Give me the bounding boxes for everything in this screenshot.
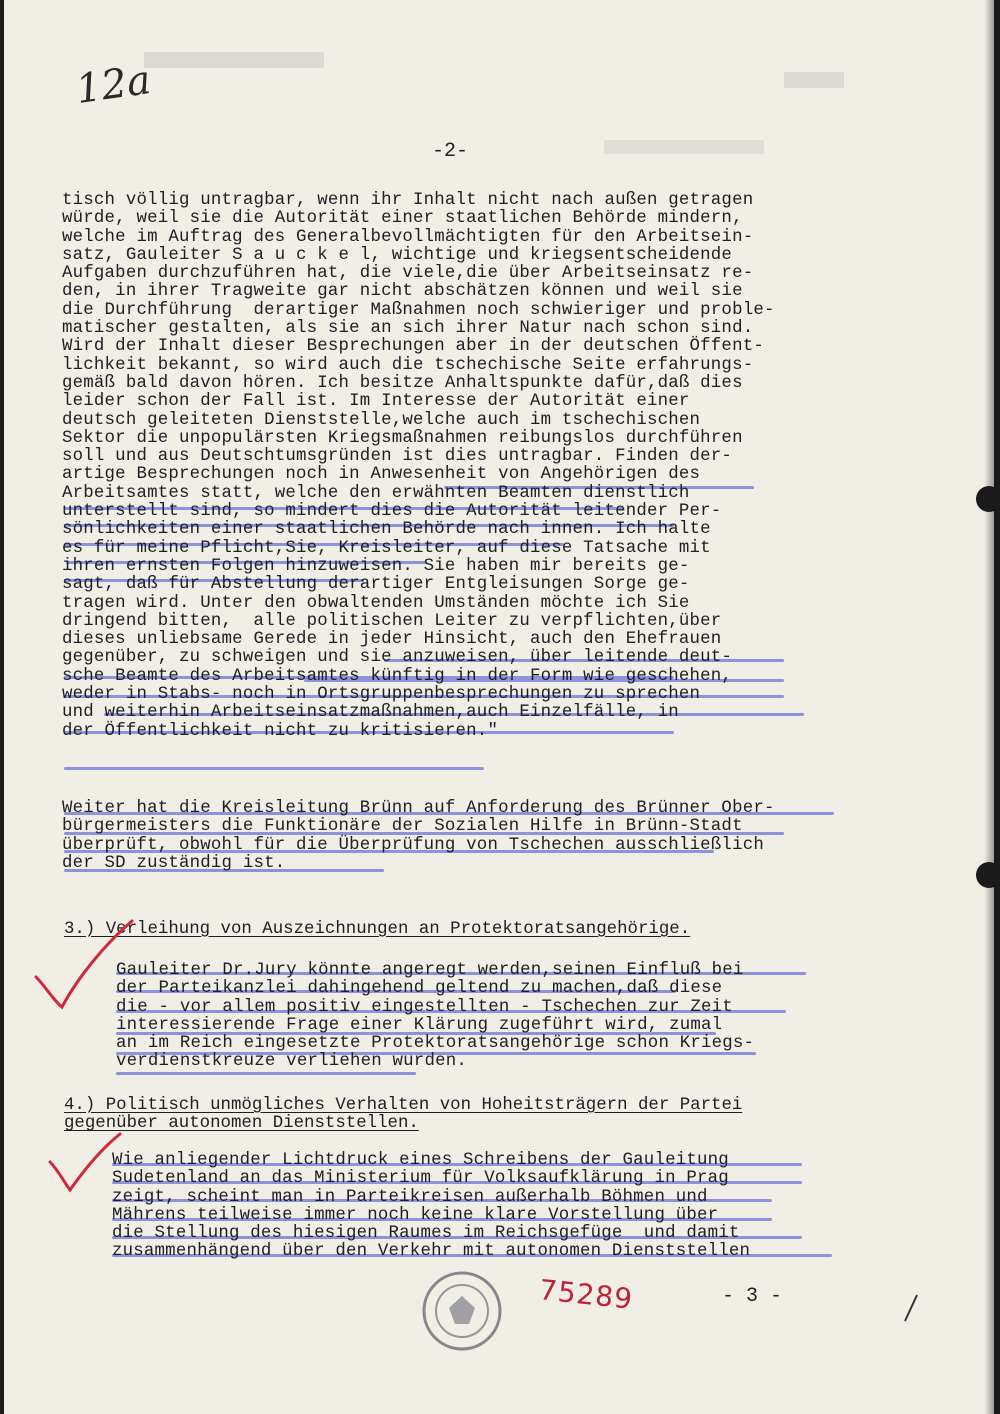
page-edge-shadow xyxy=(984,0,994,1414)
text-line: Aufgaben durchzuführen hat, die viele,die über Arbeitseinsatz re- xyxy=(62,264,754,284)
text-line: satz, Gauleiter S a u c k e l, wichtige und kriegsentscheidende xyxy=(62,245,733,265)
text-line: die Durchführung derartiger Maßnahmen noch schwieriger und proble- xyxy=(62,300,775,320)
text-line: und weiterhin Arbeitseinsatzmaßnahmen,auch Einzelfälle, in xyxy=(62,703,679,723)
text-line: sönlichkeiten einer staatlichen Behörde nach innen. Ich halte xyxy=(62,520,711,540)
text-line: leider schon der Fall ist. Im Interesse der Autorität einer xyxy=(62,392,690,412)
text-line: artige Besprechungen noch in Anwesenheit von Angehörigen des xyxy=(62,465,701,485)
text-line: an im Reich eingesetzte Protektoratsangehörige schon Kriegs- xyxy=(116,1034,755,1054)
text-line: Wird der Inhalt dieser Besprechungen aber in der deutschen Öffent- xyxy=(62,337,764,357)
section-4-heading xyxy=(64,1097,742,1134)
text-line: Sektor die unpopulärsten Kriegsmaßnahmen reibungslos durchführen xyxy=(62,428,743,448)
text-line: der Öffentlichkeit nicht zu kritisieren." xyxy=(62,721,499,741)
text-line: Gauleiter Dr.Jury könnte angeregt werden,seinen Einfluß bei xyxy=(116,961,744,980)
highlight-stroke xyxy=(64,767,484,770)
text-line: überprüft, obwohl für die Überprüfung von Tschechen ausschließlich xyxy=(62,835,764,855)
page-number-bottom: - 3 - xyxy=(722,1285,783,1308)
handwritten-reference: 12a xyxy=(73,57,154,113)
text-line: interessierende Frage einer Klärung zugeführt wird, zumal xyxy=(116,1015,723,1035)
check-mark-icon xyxy=(28,915,138,1015)
pencil-mark-icon xyxy=(902,1293,920,1323)
text-line: der SD zuständig ist. xyxy=(62,853,286,873)
text-line: dringend bitten, alle politischen Leiter zu verpflichten,über xyxy=(62,611,722,631)
text-line: weder in Stabs- noch in Ortsgruppenbesprechungen zu sprechen xyxy=(62,685,701,705)
text-line: dieses unliebsame Gerede in jeder Hinsicht, auch den Ehefrauen xyxy=(62,630,722,650)
text-line: tragen wird. Unter den obwaltenden Umständen möchte ich Sie xyxy=(62,593,690,613)
highlight-stroke xyxy=(116,1072,416,1075)
text-line: Weiter hat die Kreisleitung Brünn auf Anforderung des Brünner Ober- xyxy=(62,799,775,818)
bleed-through-mark xyxy=(784,72,844,88)
section-4-body xyxy=(112,1152,750,1262)
check-mark-icon xyxy=(44,1130,124,1200)
text-line: es für meine Pflicht,Sie, Kreisleiter, auf diese Tatsache mit xyxy=(62,538,711,558)
section-3-body xyxy=(116,962,754,1072)
text-line: gegenüber, zu schweigen und sie anzuweisen, über leitende deut- xyxy=(62,648,733,668)
text-line: deutsch geleiteten Dienststelle,welche auch im tschechischen xyxy=(62,410,701,430)
paragraph-2 xyxy=(62,800,775,873)
text-line: zeigt, scheint man in Parteikreisen außerhalb Böhmen und xyxy=(112,1187,708,1207)
text-line: sagt, daß für Abstellung derartiger Entgleisungen Sorge ge- xyxy=(62,575,690,595)
bleed-through-mark xyxy=(144,52,324,68)
archive-number-stamp: 75289 xyxy=(537,1273,635,1316)
text-line: gemäß bald davon hören. Ich besitze Anhaltspunkte dafür,daß dies xyxy=(62,373,743,393)
text-line: Wie anliegender Lichtdruck eines Schreibens der Gauleitung xyxy=(112,1151,729,1170)
text-line: matischer gestalten, als sie an sich ihrer Natur nach schon sind. xyxy=(62,319,754,339)
text-line: würde, weil sie die Autorität einer staatlichen Behörde mindern, xyxy=(62,209,743,229)
heading-line: gegenüber autonomen Dienststellen. xyxy=(64,1114,419,1134)
text-line: Sudetenland an das Ministerium für Volksaufklärung in Prag xyxy=(112,1169,729,1189)
paragraph-1 xyxy=(62,192,775,741)
document-page xyxy=(4,0,994,1414)
text-line: welche im Auftrag des Generalbevollmächtigten für den Arbeitsein- xyxy=(62,227,754,247)
text-line: ihren ernsten Folgen hinzuweisen. Sie haben mir bereits ge- xyxy=(62,556,690,576)
text-line: Arbeitsamtes statt, welche den erwähnten Beamten dienstlich xyxy=(62,483,690,503)
punch-hole xyxy=(976,486,994,512)
text-line: bürgermeisters die Funktionäre der Sozialen Hilfe in Brünn-Stadt xyxy=(62,817,743,837)
text-line: die - vor allem positiv eingestellten - Tschechen zur Zeit xyxy=(116,997,733,1017)
text-line: sche Beamte des Arbeitsamtes künftig in der Form wie geschehen, xyxy=(62,666,733,686)
text-line: zusammenhängend über den Verkehr mit autonomen Dienststellen xyxy=(112,1242,751,1262)
text-line: Mährens teilweise immer noch keine klare Vorstellung über xyxy=(112,1205,719,1225)
text-line: soll und aus Deutschtumsgründen ist dies untragbar. Finden der- xyxy=(62,447,733,467)
seal-stamp-icon xyxy=(419,1268,505,1354)
text-line: lichkeit bekannt, so wird auch die tschechische Seite erfahrungs- xyxy=(62,355,754,375)
page-number-top: -2- xyxy=(432,140,469,163)
text-line: tisch völlig untragbar, wenn ihr Inhalt nicht nach außen getragen xyxy=(62,191,754,210)
text-line: verdienstkreuze verliehen wurden. xyxy=(116,1052,467,1072)
text-line: unterstellt sind, so mindert dies die Autorität leitender Per- xyxy=(62,502,722,522)
heading-line: 4.) Politisch unmögliches Verhalten von Hoheitsträgern der Partei xyxy=(64,1096,743,1115)
punch-hole xyxy=(976,862,994,888)
bleed-through-mark xyxy=(604,140,764,154)
text-line: die Stellung des hiesigen Raumes im Reichsgefüge und damit xyxy=(112,1224,740,1244)
section-3-heading: 3.) Verleihung von Auszeichnungen an Protektoratsangehörige. xyxy=(64,920,691,939)
text-line: den, in ihrer Tragweite gar nicht abschätzen können und weil sie xyxy=(62,282,743,302)
text-line: der Parteikanzlei dahingehend geltend zu machen,daß diese xyxy=(116,979,723,999)
